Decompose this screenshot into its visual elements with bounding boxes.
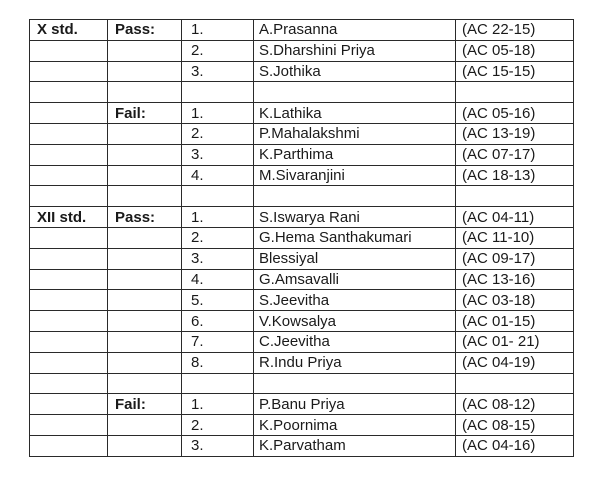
student-name: C.Jeevitha bbox=[254, 331, 456, 352]
results-table-container bbox=[29, 19, 574, 457]
serial-number: 6. bbox=[182, 311, 254, 332]
serial-number: 2. bbox=[182, 123, 254, 144]
student-code: (AC 15-15) bbox=[456, 61, 574, 82]
results-table bbox=[29, 19, 574, 457]
table-row bbox=[30, 20, 574, 41]
student-code: (AC 08-15) bbox=[456, 415, 574, 436]
student-code: (AC 13-19) bbox=[456, 123, 574, 144]
table-row bbox=[30, 269, 574, 290]
student-name: S.Jeevitha bbox=[254, 290, 456, 311]
student-name: K.Lathika bbox=[254, 103, 456, 124]
table-row bbox=[30, 394, 574, 415]
status-label: Pass: bbox=[108, 207, 182, 228]
student-name: P.Mahalakshmi bbox=[254, 123, 456, 144]
student-name: G.Hema Santhakumari bbox=[254, 227, 456, 248]
student-code: (AC 09-17) bbox=[456, 248, 574, 269]
student-name: K.Parthima bbox=[254, 144, 456, 165]
spacer-row bbox=[30, 373, 574, 394]
student-name: S.Jothika bbox=[254, 61, 456, 82]
table-row bbox=[30, 165, 574, 186]
status-label: Fail: bbox=[108, 394, 182, 415]
student-code: (AC 11-10) bbox=[456, 227, 574, 248]
student-code: (AC 03-18) bbox=[456, 290, 574, 311]
table-row bbox=[30, 290, 574, 311]
table-row bbox=[30, 123, 574, 144]
status-label: Fail: bbox=[108, 103, 182, 124]
table-row bbox=[30, 331, 574, 352]
table-row bbox=[30, 40, 574, 61]
standard-label: XII std. bbox=[30, 207, 108, 228]
serial-number: 1. bbox=[182, 207, 254, 228]
student-code: (AC 08-12) bbox=[456, 394, 574, 415]
table-row bbox=[30, 144, 574, 165]
table-row bbox=[30, 61, 574, 82]
standard-label: X std. bbox=[30, 20, 108, 41]
student-name: Blessiyal bbox=[254, 248, 456, 269]
serial-number: 2. bbox=[182, 415, 254, 436]
student-code: (AC 18-13) bbox=[456, 165, 574, 186]
serial-number: 3. bbox=[182, 248, 254, 269]
table-row bbox=[30, 311, 574, 332]
table-row bbox=[30, 248, 574, 269]
table-row bbox=[30, 435, 574, 456]
student-name: P.Banu Priya bbox=[254, 394, 456, 415]
student-name: M.Sivaranjini bbox=[254, 165, 456, 186]
serial-number: 3. bbox=[182, 144, 254, 165]
table-row bbox=[30, 207, 574, 228]
serial-number: 1. bbox=[182, 394, 254, 415]
serial-number: 1. bbox=[182, 103, 254, 124]
student-code: (AC 01-15) bbox=[456, 311, 574, 332]
student-code: (AC 05-16) bbox=[456, 103, 574, 124]
table-row bbox=[30, 227, 574, 248]
student-code: (AC 04-11) bbox=[456, 207, 574, 228]
table-row bbox=[30, 103, 574, 124]
table-row bbox=[30, 415, 574, 436]
student-name: V.Kowsalya bbox=[254, 311, 456, 332]
serial-number: 2. bbox=[182, 40, 254, 61]
serial-number: 2. bbox=[182, 227, 254, 248]
student-code: (AC 04-19) bbox=[456, 352, 574, 373]
student-name: K.Parvatham bbox=[254, 435, 456, 456]
serial-number: 3. bbox=[182, 61, 254, 82]
spacer-row bbox=[30, 186, 574, 207]
serial-number: 5. bbox=[182, 290, 254, 311]
serial-number: 8. bbox=[182, 352, 254, 373]
student-name: K.Poornima bbox=[254, 415, 456, 436]
student-code: (AC 07-17) bbox=[456, 144, 574, 165]
student-name: S.Iswarya Rani bbox=[254, 207, 456, 228]
student-code: (AC 05-18) bbox=[456, 40, 574, 61]
serial-number: 3. bbox=[182, 435, 254, 456]
serial-number: 7. bbox=[182, 331, 254, 352]
table-row bbox=[30, 352, 574, 373]
student-code: (AC 13-16) bbox=[456, 269, 574, 290]
serial-number: 4. bbox=[182, 269, 254, 290]
student-name: R.Indu Priya bbox=[254, 352, 456, 373]
serial-number: 4. bbox=[182, 165, 254, 186]
status-label: Pass: bbox=[108, 20, 182, 41]
student-name: G.Amsavalli bbox=[254, 269, 456, 290]
spacer-row bbox=[30, 82, 574, 103]
serial-number: 1. bbox=[182, 20, 254, 41]
student-name: A.Prasanna bbox=[254, 20, 456, 41]
student-name: S.Dharshini Priya bbox=[254, 40, 456, 61]
student-code: (AC 01- 21) bbox=[456, 331, 574, 352]
student-code: (AC 04-16) bbox=[456, 435, 574, 456]
student-code: (AC 22-15) bbox=[456, 20, 574, 41]
